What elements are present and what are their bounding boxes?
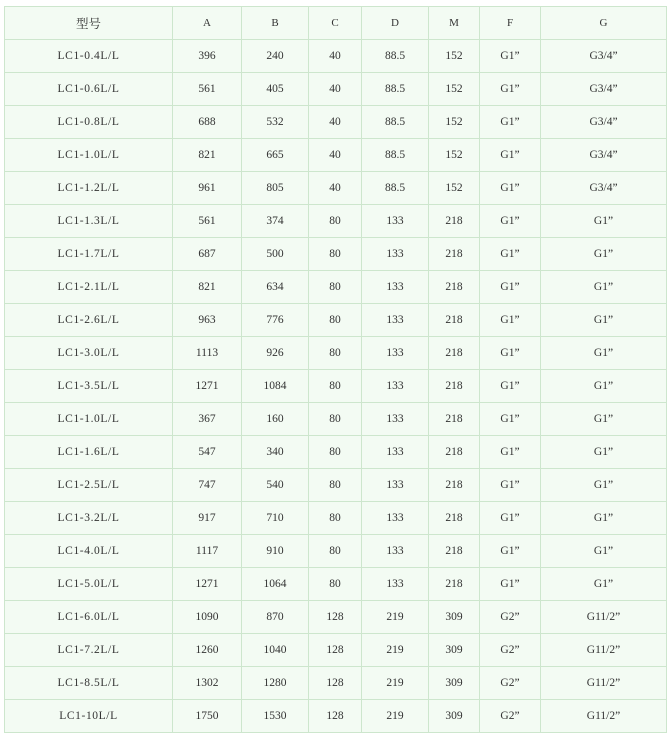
cell-b: 374 [242, 205, 309, 238]
cell-model: LC1-0.8L/L [5, 106, 173, 139]
cell-m: 218 [429, 403, 480, 436]
cell-d: 133 [362, 205, 429, 238]
cell-f: G1” [480, 73, 541, 106]
cell-b: 240 [242, 40, 309, 73]
cell-b: 1084 [242, 370, 309, 403]
table-row [5, 634, 667, 667]
cell-g: G1” [541, 535, 667, 568]
cell-d: 133 [362, 403, 429, 436]
cell-a: 561 [173, 205, 242, 238]
cell-f: G1” [480, 436, 541, 469]
cell-g: G1” [541, 271, 667, 304]
cell-g: G1” [541, 304, 667, 337]
table-row [5, 172, 667, 205]
cell-g: G1” [541, 205, 667, 238]
column-header-c: C [309, 7, 362, 40]
cell-model: LC1-1.0L/L [5, 139, 173, 172]
cell-f: G2” [480, 601, 541, 634]
cell-c: 80 [309, 337, 362, 370]
cell-f: G1” [480, 172, 541, 205]
cell-f: G1” [480, 238, 541, 271]
cell-c: 128 [309, 700, 362, 733]
cell-f: G1” [480, 337, 541, 370]
cell-f: G1” [480, 40, 541, 73]
cell-f: G2” [480, 667, 541, 700]
cell-g: G1” [541, 502, 667, 535]
cell-model: LC1-7.2L/L [5, 634, 173, 667]
cell-m: 218 [429, 271, 480, 304]
cell-d: 219 [362, 700, 429, 733]
cell-c: 128 [309, 634, 362, 667]
cell-m: 309 [429, 700, 480, 733]
cell-d: 88.5 [362, 172, 429, 205]
cell-model: LC1-1.6L/L [5, 436, 173, 469]
cell-model: LC1-2.6L/L [5, 304, 173, 337]
cell-b: 500 [242, 238, 309, 271]
cell-c: 80 [309, 568, 362, 601]
cell-m: 218 [429, 568, 480, 601]
cell-b: 540 [242, 469, 309, 502]
cell-m: 218 [429, 304, 480, 337]
cell-b: 340 [242, 436, 309, 469]
cell-g: G3/4” [541, 40, 667, 73]
cell-d: 133 [362, 304, 429, 337]
cell-d: 88.5 [362, 106, 429, 139]
cell-c: 40 [309, 139, 362, 172]
cell-b: 160 [242, 403, 309, 436]
cell-a: 688 [173, 106, 242, 139]
table-row [5, 667, 667, 700]
column-header-model: 型号 [5, 7, 173, 40]
cell-c: 80 [309, 436, 362, 469]
table-row [5, 568, 667, 601]
cell-m: 218 [429, 469, 480, 502]
cell-a: 687 [173, 238, 242, 271]
cell-g: G11/2” [541, 634, 667, 667]
cell-model: LC1-2.1L/L [5, 271, 173, 304]
cell-a: 1271 [173, 370, 242, 403]
cell-m: 309 [429, 634, 480, 667]
cell-c: 80 [309, 238, 362, 271]
table-row [5, 304, 667, 337]
cell-model: LC1-6.0L/L [5, 601, 173, 634]
table-header-row [5, 7, 667, 40]
cell-a: 747 [173, 469, 242, 502]
cell-g: G1” [541, 568, 667, 601]
cell-model: LC1-0.4L/L [5, 40, 173, 73]
cell-b: 926 [242, 337, 309, 370]
cell-d: 133 [362, 238, 429, 271]
column-header-d: D [362, 7, 429, 40]
cell-d: 219 [362, 634, 429, 667]
cell-c: 80 [309, 370, 362, 403]
cell-model: LC1-3.5L/L [5, 370, 173, 403]
cell-b: 532 [242, 106, 309, 139]
cell-d: 133 [362, 337, 429, 370]
cell-a: 961 [173, 172, 242, 205]
cell-m: 218 [429, 535, 480, 568]
cell-f: G1” [480, 568, 541, 601]
cell-model: LC1-1.7L/L [5, 238, 173, 271]
cell-f: G1” [480, 106, 541, 139]
table-row [5, 502, 667, 535]
cell-m: 152 [429, 40, 480, 73]
cell-g: G11/2” [541, 700, 667, 733]
cell-model: LC1-1.3L/L [5, 205, 173, 238]
cell-a: 917 [173, 502, 242, 535]
cell-m: 218 [429, 436, 480, 469]
cell-model: LC1-5.0L/L [5, 568, 173, 601]
cell-g: G3/4” [541, 73, 667, 106]
cell-m: 152 [429, 73, 480, 106]
cell-c: 80 [309, 304, 362, 337]
cell-g: G3/4” [541, 106, 667, 139]
cell-a: 1113 [173, 337, 242, 370]
table-row [5, 337, 667, 370]
cell-g: G1” [541, 370, 667, 403]
cell-d: 133 [362, 436, 429, 469]
cell-m: 152 [429, 172, 480, 205]
cell-c: 128 [309, 667, 362, 700]
cell-a: 1302 [173, 667, 242, 700]
cell-b: 776 [242, 304, 309, 337]
cell-model: LC1-10L/L [5, 700, 173, 733]
cell-model: LC1-0.6L/L [5, 73, 173, 106]
cell-f: G1” [480, 403, 541, 436]
cell-f: G1” [480, 370, 541, 403]
cell-c: 40 [309, 73, 362, 106]
cell-model: LC1-1.2L/L [5, 172, 173, 205]
cell-b: 910 [242, 535, 309, 568]
cell-a: 396 [173, 40, 242, 73]
cell-g: G1” [541, 337, 667, 370]
cell-a: 367 [173, 403, 242, 436]
cell-f: G1” [480, 304, 541, 337]
cell-a: 821 [173, 139, 242, 172]
cell-d: 133 [362, 469, 429, 502]
cell-c: 128 [309, 601, 362, 634]
table-row [5, 370, 667, 403]
cell-model: LC1-3.2L/L [5, 502, 173, 535]
table-row [5, 73, 667, 106]
cell-d: 133 [362, 568, 429, 601]
cell-m: 218 [429, 370, 480, 403]
cell-m: 152 [429, 139, 480, 172]
table-row [5, 271, 667, 304]
cell-c: 40 [309, 172, 362, 205]
column-header-g: G [541, 7, 667, 40]
cell-d: 133 [362, 370, 429, 403]
cell-a: 1090 [173, 601, 242, 634]
cell-m: 218 [429, 337, 480, 370]
cell-f: G1” [480, 205, 541, 238]
cell-d: 219 [362, 667, 429, 700]
cell-f: G2” [480, 700, 541, 733]
cell-g: G1” [541, 469, 667, 502]
cell-c: 80 [309, 469, 362, 502]
cell-f: G2” [480, 634, 541, 667]
cell-g: G3/4” [541, 172, 667, 205]
table-body [5, 40, 667, 733]
cell-m: 218 [429, 205, 480, 238]
cell-f: G1” [480, 139, 541, 172]
cell-b: 1280 [242, 667, 309, 700]
table-row [5, 469, 667, 502]
cell-a: 1260 [173, 634, 242, 667]
cell-f: G1” [480, 469, 541, 502]
cell-f: G1” [480, 502, 541, 535]
cell-g: G3/4” [541, 139, 667, 172]
cell-a: 963 [173, 304, 242, 337]
cell-d: 219 [362, 601, 429, 634]
cell-m: 309 [429, 667, 480, 700]
cell-d: 133 [362, 502, 429, 535]
cell-g: G11/2” [541, 601, 667, 634]
table-row [5, 40, 667, 73]
table-row [5, 238, 667, 271]
cell-a: 1750 [173, 700, 242, 733]
cell-a: 1117 [173, 535, 242, 568]
table-row [5, 436, 667, 469]
cell-m: 218 [429, 502, 480, 535]
cell-b: 665 [242, 139, 309, 172]
cell-g: G1” [541, 436, 667, 469]
cell-b: 634 [242, 271, 309, 304]
table-row [5, 205, 667, 238]
table-row [5, 403, 667, 436]
cell-g: G11/2” [541, 667, 667, 700]
cell-g: G1” [541, 238, 667, 271]
cell-b: 1040 [242, 634, 309, 667]
cell-b: 405 [242, 73, 309, 106]
cell-d: 133 [362, 271, 429, 304]
cell-model: LC1-2.5L/L [5, 469, 173, 502]
cell-a: 1271 [173, 568, 242, 601]
cell-m: 152 [429, 106, 480, 139]
cell-d: 88.5 [362, 139, 429, 172]
cell-model: LC1-1.0L/L [5, 403, 173, 436]
cell-b: 805 [242, 172, 309, 205]
spec-table [4, 6, 667, 733]
cell-c: 40 [309, 40, 362, 73]
cell-m: 218 [429, 238, 480, 271]
column-header-b: B [242, 7, 309, 40]
column-header-a: A [173, 7, 242, 40]
cell-c: 80 [309, 535, 362, 568]
cell-model: LC1-8.5L/L [5, 667, 173, 700]
cell-m: 309 [429, 601, 480, 634]
cell-a: 547 [173, 436, 242, 469]
table-row [5, 139, 667, 172]
cell-model: LC1-3.0L/L [5, 337, 173, 370]
cell-b: 1064 [242, 568, 309, 601]
cell-c: 80 [309, 271, 362, 304]
column-header-m: M [429, 7, 480, 40]
cell-f: G1” [480, 271, 541, 304]
cell-g: G1” [541, 403, 667, 436]
cell-b: 1530 [242, 700, 309, 733]
cell-f: G1” [480, 535, 541, 568]
cell-d: 88.5 [362, 73, 429, 106]
table-row [5, 700, 667, 733]
table-row [5, 106, 667, 139]
cell-d: 88.5 [362, 40, 429, 73]
cell-c: 80 [309, 205, 362, 238]
cell-b: 710 [242, 502, 309, 535]
table-row [5, 535, 667, 568]
spec-table-container [4, 6, 667, 733]
cell-c: 80 [309, 502, 362, 535]
cell-d: 133 [362, 535, 429, 568]
cell-c: 80 [309, 403, 362, 436]
table-row [5, 601, 667, 634]
cell-c: 40 [309, 106, 362, 139]
cell-a: 561 [173, 73, 242, 106]
column-header-f: F [480, 7, 541, 40]
cell-b: 870 [242, 601, 309, 634]
cell-a: 821 [173, 271, 242, 304]
cell-model: LC1-4.0L/L [5, 535, 173, 568]
